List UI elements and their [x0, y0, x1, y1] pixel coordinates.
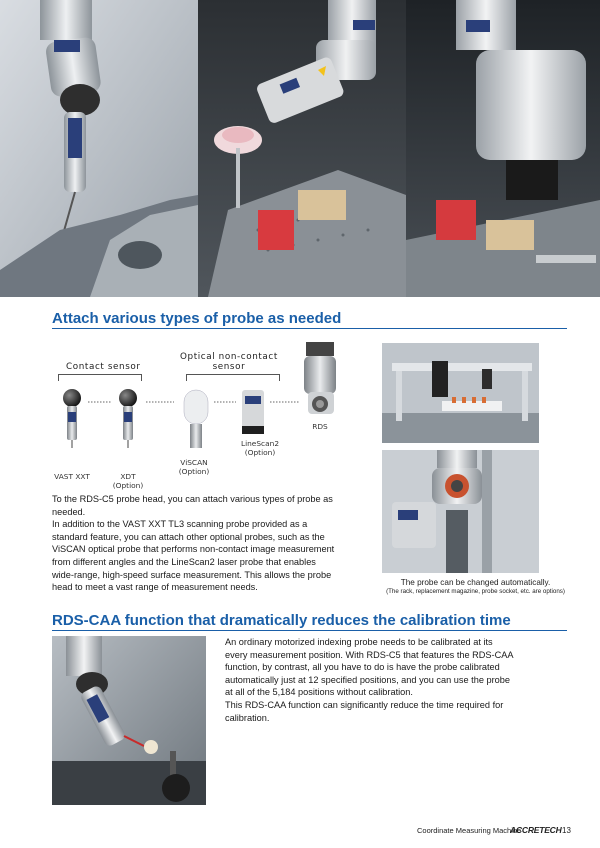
linescan2-probe-icon: [242, 390, 264, 434]
rds-head-icon: [304, 342, 336, 414]
probe-label-xdt: XDT (Option): [112, 472, 144, 490]
probe-change-caption: The probe can be changed automatically.: [400, 578, 551, 587]
probe-change-caption-note: (The rack, replacement magazine, probe socket, etc. are options): [386, 588, 565, 595]
xdt-probe-icon: [119, 389, 137, 448]
laser-probe-scanning-photo: [198, 0, 406, 297]
section1-body-text: To the RDS-C5 probe head, you can attach various types of probe as needed. In addition to the VAST XXT TL3 scanning probe provided as a standard feature, you can attach other optional probes, such as the ViSCAN optical probe that performs non-contact image measurement from different angles and the LineScan2 laser probe that enables wide-range, high-speed surface measurement. This allows the probe head to meet a vast range of measurement needs.: [52, 494, 335, 593]
section-title-rds-caa: RDS-CAA function that dramatically reduces the calibration time: [52, 612, 511, 629]
probe-calibration-photo: [52, 636, 206, 805]
section-title-probe-types: Attach various types of probe as needed: [52, 310, 342, 327]
section-divider: [52, 328, 567, 329]
footer-label: Coordinate Measuring Machine: [417, 826, 522, 835]
optical-sensor-heading: Optical non-contact sensor: [180, 352, 278, 372]
probe-label-rds: RDS: [312, 422, 328, 431]
vast-xxt-probe-icon: [63, 389, 81, 448]
probe-with-workpiece-photo: [0, 0, 198, 297]
page-number: 13: [562, 826, 571, 835]
probe-lineup-diagram: [50, 338, 370, 488]
probe-change-photo: [382, 450, 539, 573]
section2-body-text: An ordinary motorized indexing probe needs to be calibrated at its every measurement position. With RDS-C5 that features the RDS-CAA function, by contrast, all you have to do is have the probe calibrated automatically just at 12 specified positions, and you can use the probe at all of the 5,184 positions without calibration. This RDS-CAA function can significantly reduce the time required for calibration.: [225, 637, 514, 723]
viscan-probe-photo: [406, 0, 600, 297]
contact-sensor-heading: Contact sensor: [66, 362, 141, 372]
footer-brand-logo: ACCRETECH: [510, 825, 562, 835]
probe-label-viscan: ViSCAN (Option): [178, 458, 210, 476]
viscan-probe-icon: [184, 390, 208, 448]
probe-label-linescan2: LineScan2 (Option): [240, 439, 280, 457]
probe-illustrations: [50, 338, 370, 448]
probe-label-vast-xxt: VAST XXT: [54, 472, 90, 481]
section-divider: [52, 630, 567, 631]
probe-rack-photo: [382, 343, 539, 443]
